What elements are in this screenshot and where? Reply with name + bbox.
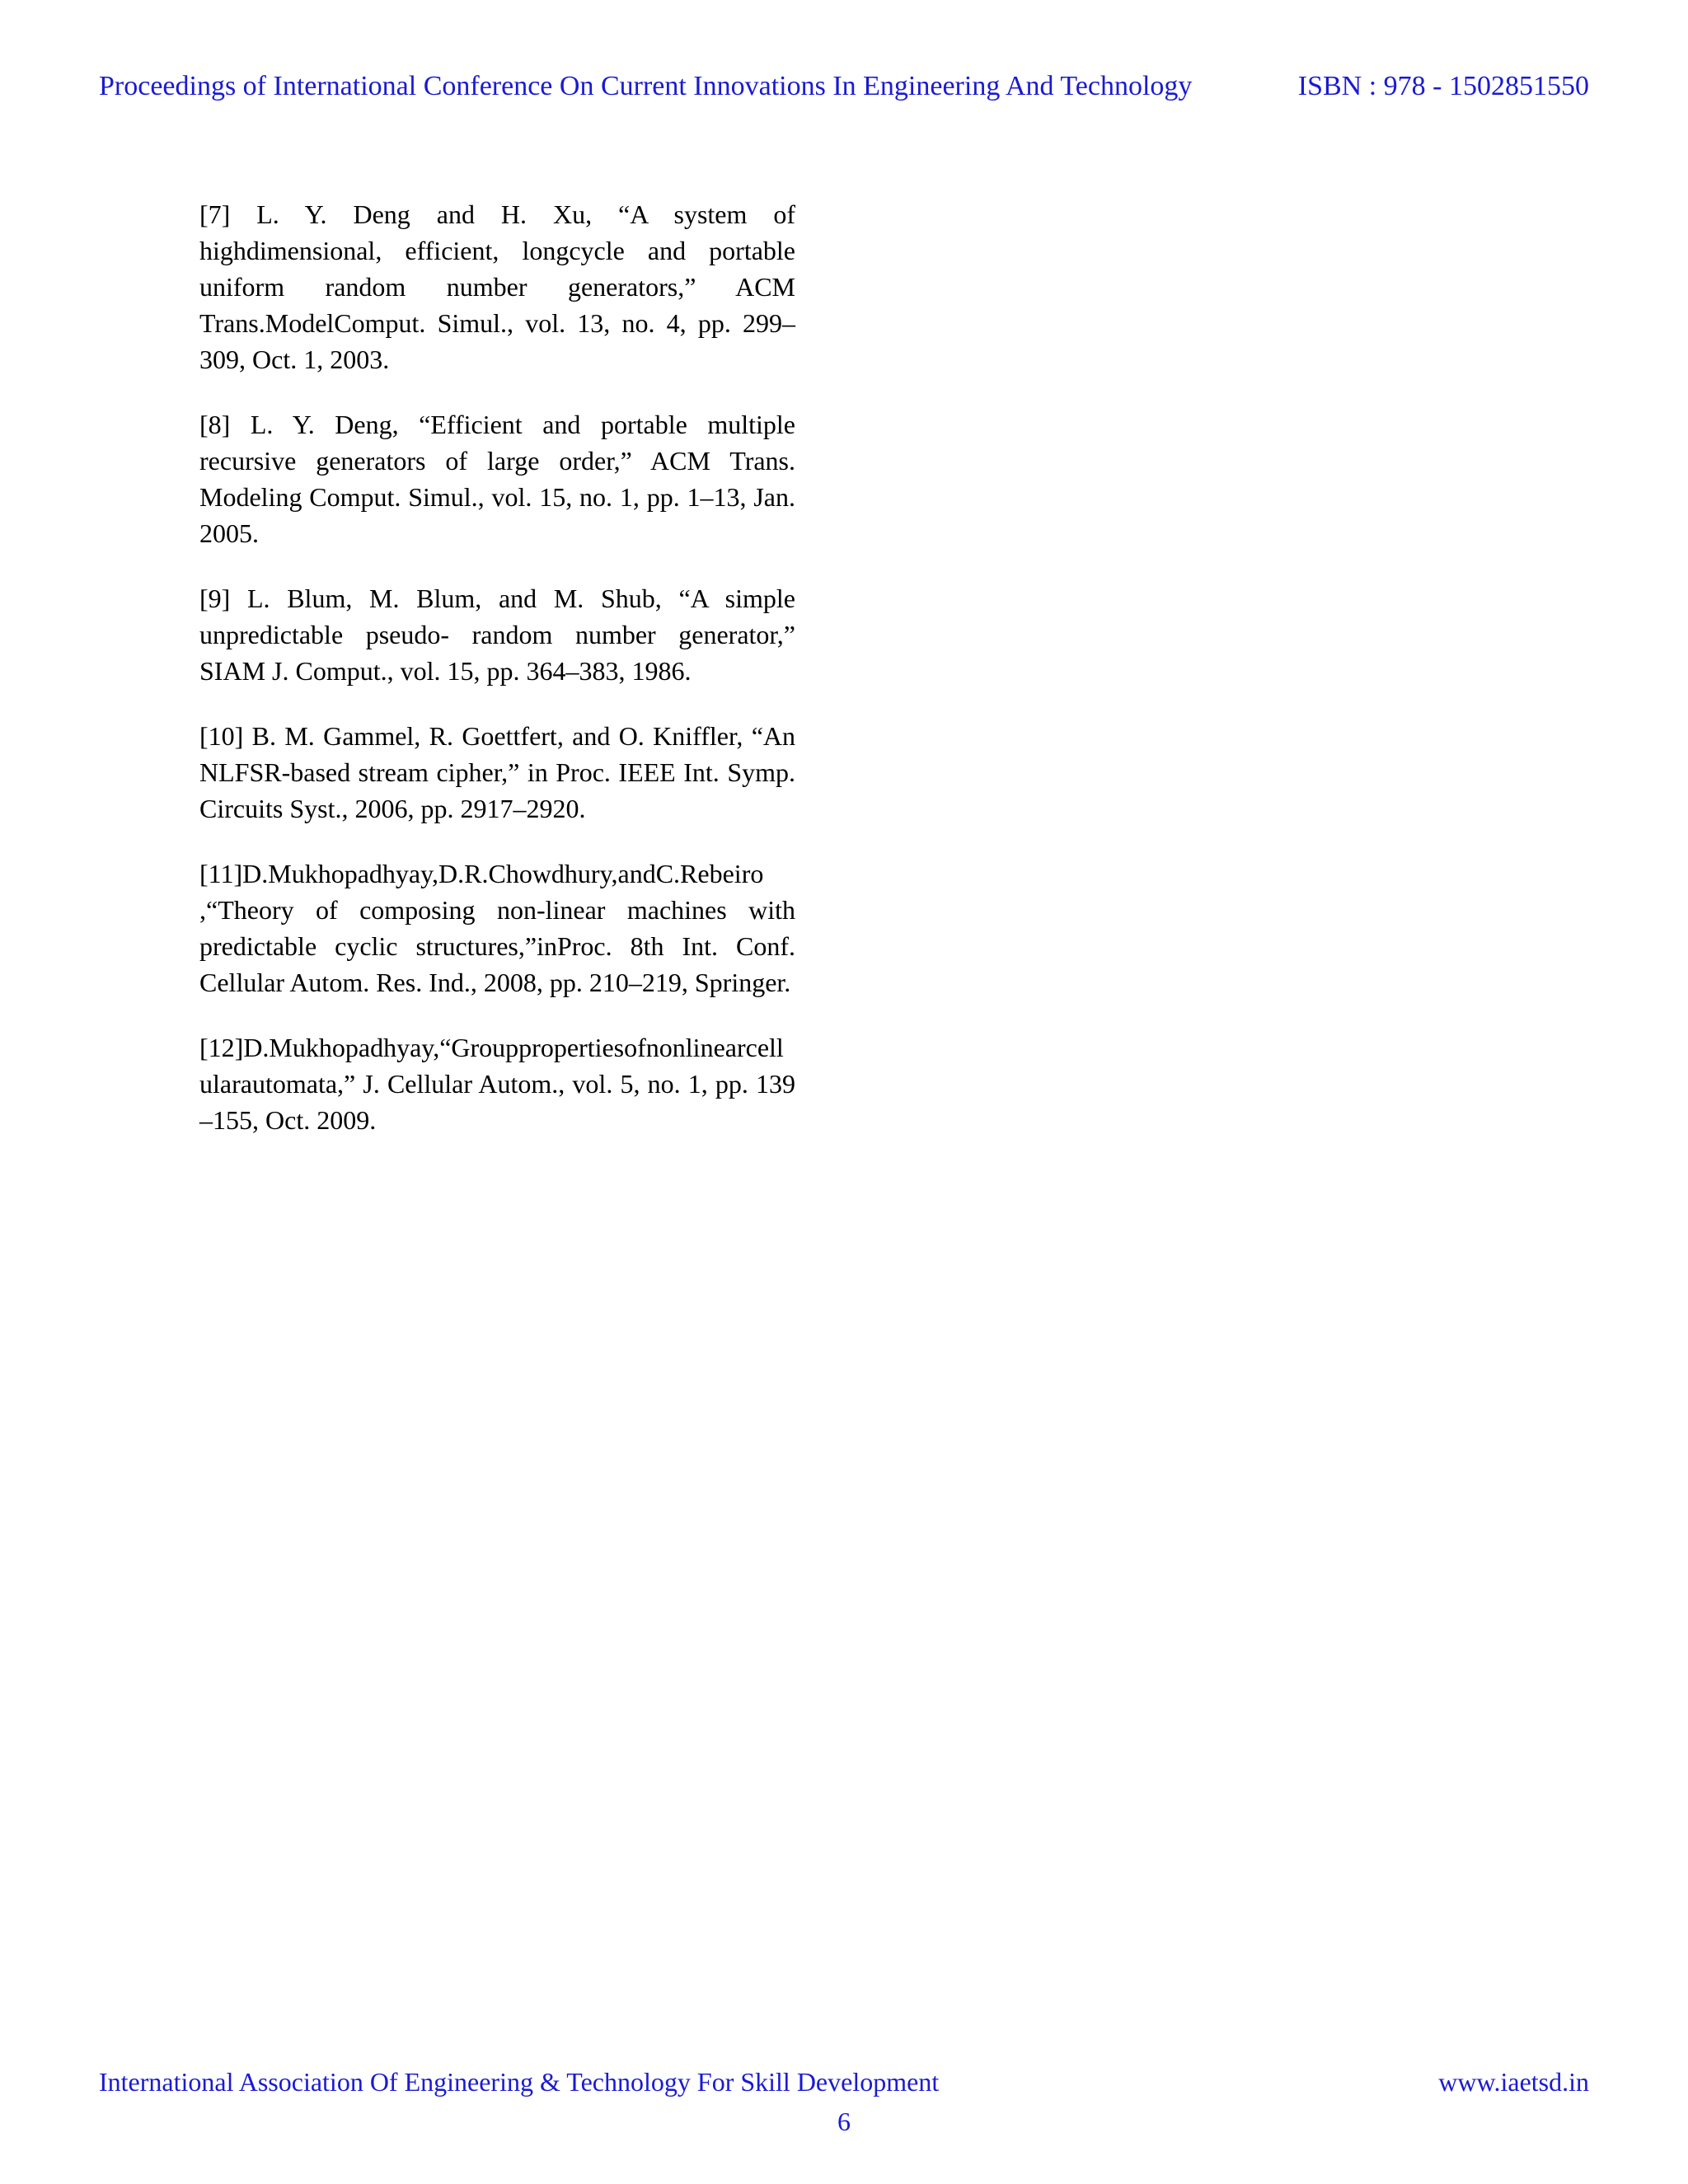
isbn-label: ISBN : 978 - 1502851550 — [1297, 71, 1589, 101]
page-footer — [99, 2067, 1589, 2097]
conference-title: Proceedings of International Conference On Current Innovations In Engineering And Technology — [99, 71, 1193, 101]
organization-name: International Association Of Engineering & Technology For Skill Development — [99, 2067, 940, 2097]
reference-7: [7] L. Y. Deng and H. Xu, “A system of highdimensional, efficient, longcycle and portable uniform random number generators,” ACM Trans.ModelComput. Simul., vol. 13, no. 4, pp. 299–309, Oct. 1, 2003. — [199, 199, 795, 374]
reference-8: [8] L. Y. Deng, “Efficient and portable multiple recursive generators of large order,” ACM Trans. Modeling Comput. Simul., vol. 15, no. 1, pp. 1–13, Jan. 2005. — [199, 410, 795, 548]
website-link: www.iaetsd.in — [1438, 2067, 1589, 2097]
page-number: 6 — [837, 2107, 851, 2136]
reference-9: [9] L. Blum, M. Blum, and M. Shub, “A simple unpredictable pseudo- random number generator,” SIAM J. Comput., vol. 15, pp. 364–383, 1986. — [199, 583, 795, 686]
reference-12: [12]D.Mukhopadhyay,“Grouppropertiesofnonlinearcellularautomata,” J. Cellular Autom., vol. 5, no. 1, pp. 139–155, Oct. 2009. — [199, 1033, 795, 1135]
reference-list — [199, 196, 795, 1167]
page-header — [99, 71, 1589, 102]
reference-11: [11]D.Mukhopadhyay,D.R.Chowdhury,andC.Rebeiro ,“Theory of composing non-linear machines with predictable cyclic structures,”inProc. 8th Int. Conf. Cellular Autom. Res. Ind., 2008, pp. 210–219, Springer. — [199, 859, 795, 997]
reference-10: [10] B. M. Gammel, R. Goettfert, and O. Kniffler, “An NLFSR-based stream cipher,” in Proc. IEEE Int. Symp. Circuits Syst., 2006, pp. 2917–2920. — [199, 721, 795, 823]
